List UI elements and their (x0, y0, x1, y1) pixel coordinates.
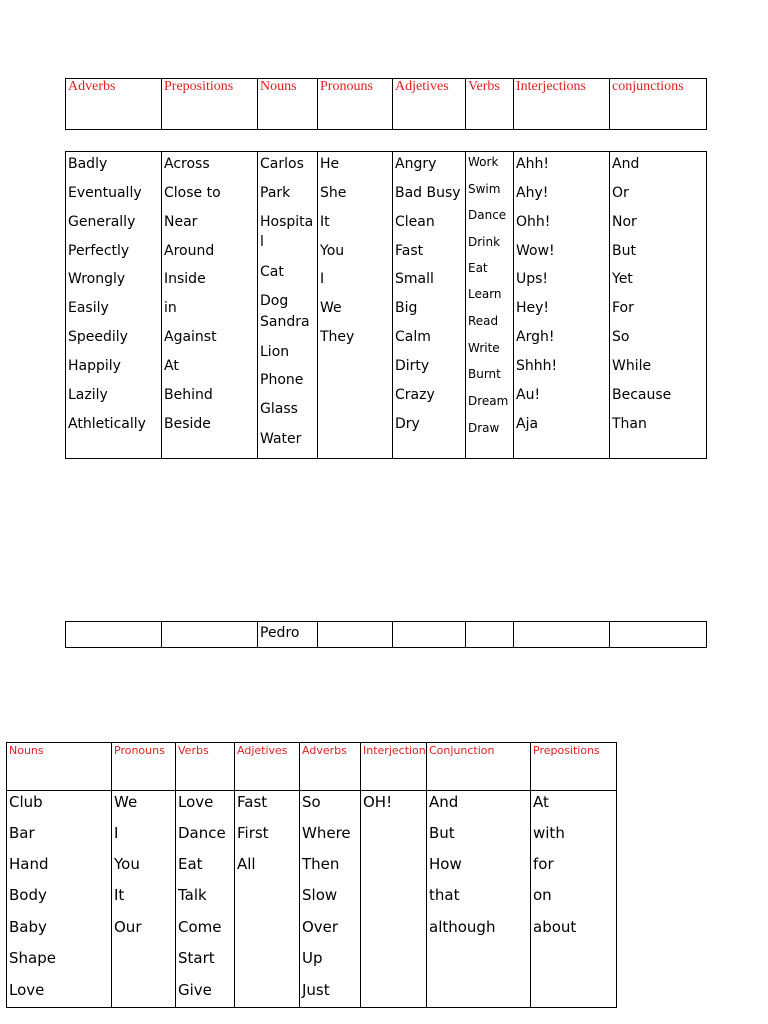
list-item: Hey! (516, 300, 550, 316)
t1-col-adverbs (66, 152, 161, 458)
list-item: Small (395, 271, 434, 287)
list-item: Up (302, 949, 323, 967)
t1-header-conjunctions-cell (609, 79, 708, 129)
list-item: But (612, 243, 636, 259)
list-item: How (429, 855, 462, 873)
list-item: Wrongly (68, 271, 126, 287)
t2-col-interjection (360, 743, 426, 1007)
list-item: Or (612, 185, 629, 201)
list-item: We (320, 300, 342, 316)
list-item: You (114, 855, 140, 873)
list-item: Lion (260, 344, 290, 360)
list-item: Love (9, 981, 45, 999)
list-item: Dream (468, 394, 509, 408)
list-item: Bad Busy (395, 185, 461, 201)
list-item: Dry (395, 416, 420, 432)
t1-header-pronouns: Pronouns (320, 79, 373, 94)
t2-col-prepositions (530, 743, 618, 1007)
list-item: Eat (468, 261, 488, 275)
list-item: about (533, 918, 577, 936)
t2-col-conjunction (426, 743, 530, 1007)
list-item: Happily (68, 358, 121, 374)
list-item: Athletically (68, 416, 146, 432)
list-item: that (429, 886, 460, 904)
list-item: Wow! (516, 243, 555, 259)
list-item: Fast (395, 243, 424, 259)
list-item: Easily (68, 300, 109, 316)
table1-header (65, 78, 707, 130)
list-item: You (320, 243, 345, 259)
t1-header-adverbs: Adverbs (68, 79, 116, 94)
list-item: At (533, 793, 549, 811)
list-item: Swim (468, 182, 501, 196)
t1-header-verbs: Verbs (468, 79, 500, 94)
table2 (6, 742, 617, 1008)
list-item: Shape (9, 949, 56, 967)
t1-col-interjections (513, 152, 609, 458)
t1-col-adjetives (392, 152, 465, 458)
list-item: Park (260, 185, 291, 201)
table1-body (65, 151, 707, 459)
t1-col-conjunctions (609, 152, 708, 458)
list-item: for (533, 855, 554, 873)
list-item: although (429, 918, 496, 936)
list-item: Argh! (516, 329, 555, 345)
list-item: Angry (395, 156, 437, 172)
list-item: Hand (9, 855, 49, 873)
t1-header-prepositions: Prepositions (164, 79, 234, 94)
list-item: Eat (178, 855, 203, 873)
t1-extra-cell-prepositions (161, 622, 257, 647)
list-item: So (302, 793, 321, 811)
list-item: Baby (9, 918, 47, 936)
list-item: Come (178, 918, 222, 936)
list-item: At (164, 358, 179, 374)
list-item: For (612, 300, 634, 316)
list-item: Hospita (260, 214, 314, 230)
t2-header-pronouns: Pronouns (114, 744, 165, 757)
t2-header-nouns: Nouns (9, 744, 44, 757)
t1-header-nouns-cell (257, 79, 317, 129)
t2-header-verbs: Verbs (178, 744, 209, 757)
list-item: Club (9, 793, 43, 811)
list-item: Au! (516, 387, 541, 403)
list-item: Speedily (68, 329, 128, 345)
list-item: Yet (612, 271, 633, 287)
list-item: And (429, 793, 459, 811)
t1-header-pronouns-cell (317, 79, 392, 129)
list-item: Perfectly (68, 243, 130, 259)
list-item: Work (468, 155, 499, 169)
list-item: Close to (164, 185, 221, 201)
list-item: Ohh! (516, 214, 551, 230)
list-item: All (237, 855, 256, 873)
list-item: Write (468, 341, 500, 355)
t1-header-adjetives-cell (392, 79, 465, 129)
t1-header-nouns: Nouns (260, 79, 297, 94)
list-item: Ahy! (516, 185, 549, 201)
list-item: Shhh! (516, 358, 558, 374)
list-item: It (320, 214, 330, 230)
list-item: Body (9, 886, 47, 904)
list-item: Near (164, 214, 198, 230)
list-item: Eventually (68, 185, 142, 201)
list-item: They (320, 329, 355, 345)
list-item: Pedro (260, 625, 300, 641)
t1-header-adverbs-cell (66, 79, 161, 129)
list-item: It (114, 886, 125, 904)
t1-extra-cell-adverbs (66, 622, 161, 647)
table1-extra-row (65, 621, 707, 648)
list-item: Crazy (395, 387, 435, 403)
list-item: Ahh! (516, 156, 549, 172)
list-item: Behind (164, 387, 213, 403)
list-item: Than (612, 416, 647, 432)
t1-extra-cell-pronouns (317, 622, 392, 647)
list-item: Water (260, 431, 302, 447)
list-item: I (114, 824, 119, 842)
list-item: Badly (68, 156, 108, 172)
t1-extra-cell-nouns (257, 622, 317, 647)
list-item: Generally (68, 214, 136, 230)
t1-extra-cell-adjetives (392, 622, 465, 647)
list-item: Glass (260, 401, 298, 417)
t2-col-pronouns (111, 743, 175, 1007)
list-item: OH! (363, 793, 393, 811)
list-item: Draw (468, 421, 500, 435)
list-item: Drink (468, 235, 501, 249)
list-item: Fast (237, 793, 268, 811)
t1-col-verbs (465, 152, 513, 458)
t1-extra-cell-verbs (465, 622, 513, 647)
t2-header-adverbs: Adverbs (302, 744, 347, 757)
list-item: Dance (178, 824, 226, 842)
t1-header-verbs-cell (465, 79, 513, 129)
list-item: Aja (516, 416, 539, 432)
list-item: Where (302, 824, 351, 842)
t2-col-nouns (7, 743, 111, 1007)
list-item: Sandra (260, 314, 310, 330)
list-item: Slow (302, 886, 338, 904)
list-item: Start (178, 949, 215, 967)
list-item: So (612, 329, 630, 345)
list-item: Over (302, 918, 339, 936)
list-item: Clean (395, 214, 435, 230)
t1-col-pronouns (317, 152, 392, 458)
list-item: While (612, 358, 652, 374)
list-item: And (612, 156, 640, 172)
t2-header-prepositions: Prepositions (533, 744, 600, 757)
list-item: on (533, 886, 552, 904)
list-item: Around (164, 243, 215, 259)
list-item: Phone (260, 372, 304, 388)
list-item: First (237, 824, 269, 842)
t1-extra-cell-interjections (513, 622, 609, 647)
list-item: Dirty (395, 358, 430, 374)
list-item: Give (178, 981, 212, 999)
list-item: Big (395, 300, 418, 316)
t1-col-nouns (257, 152, 317, 458)
list-item: Against (164, 329, 217, 345)
list-item: Dance (468, 208, 507, 222)
list-item: Nor (612, 214, 637, 230)
list-item: Ups! (516, 271, 549, 287)
list-item: Beside (164, 416, 211, 432)
list-item: Talk (178, 886, 207, 904)
t2-col-verbs (175, 743, 234, 1007)
list-item: l (260, 234, 264, 250)
list-item: Across (164, 156, 210, 172)
t2-col-adjetives (234, 743, 299, 1007)
t1-col-prepositions (161, 152, 257, 458)
list-item: We (114, 793, 138, 811)
list-item: Our (114, 918, 142, 936)
list-item: Read (468, 314, 499, 328)
list-item: Lazily (68, 387, 108, 403)
list-item: Love (178, 793, 214, 811)
list-item: Burnt (468, 367, 501, 381)
t2-header-adjetives: Adjetives (237, 744, 288, 757)
list-item: Bar (9, 824, 35, 842)
t2-col-adverbs (299, 743, 360, 1007)
t2-header-conjunction: Conjunction (429, 744, 495, 757)
list-item: Dog (260, 293, 289, 309)
t2-header-interjection: Interjection (363, 744, 426, 757)
list-item: I (320, 271, 325, 287)
list-item: He (320, 156, 340, 172)
list-item: Just (302, 981, 330, 999)
t1-header-adjetives: Adjetives (395, 79, 449, 94)
t1-header-prepositions-cell (161, 79, 257, 129)
list-item: But (429, 824, 455, 842)
list-item: Inside (164, 271, 206, 287)
list-item: Because (612, 387, 672, 403)
list-item: Then (302, 855, 340, 873)
list-item: with (533, 824, 565, 842)
t1-header-interjections-cell (513, 79, 609, 129)
list-item: in (164, 300, 177, 316)
t1-header-interjections: Interjections (516, 79, 586, 94)
t1-header-conjunctions: conjunctions (612, 79, 684, 94)
list-item: Calm (395, 329, 431, 345)
list-item: Learn (468, 287, 502, 301)
list-item: Carlos (260, 156, 304, 172)
t1-extra-cell-conjunctions (609, 622, 708, 647)
list-item: She (320, 185, 347, 201)
list-item: Cat (260, 264, 284, 280)
